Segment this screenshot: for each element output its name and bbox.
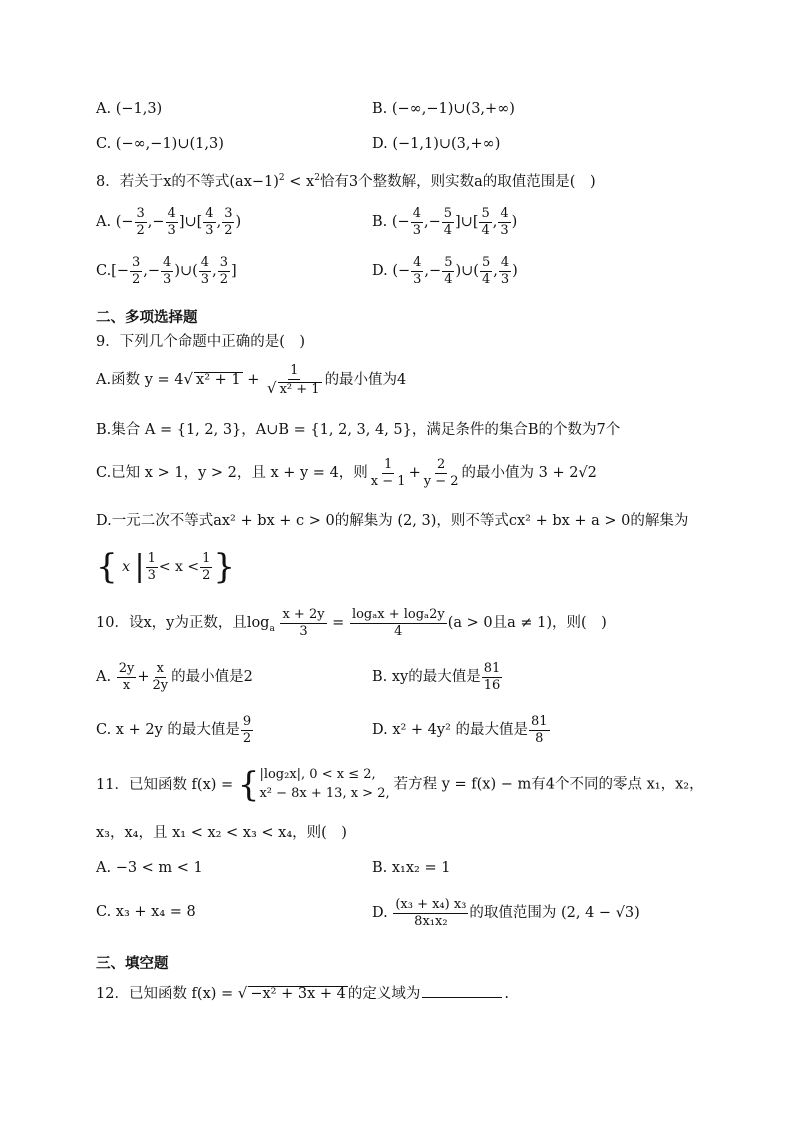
fraction: $\frac{1}{3}$ xyxy=(147,550,156,583)
fraction: $\frac{3}{2}$ xyxy=(219,255,228,287)
q9-option-c[interactable]: C.已知 x > 1，y > 2，且 x + y = 4，则 $\frac{1}{x - 1}$ + $\frac{2}{y - 2}$ 的最小值为 3 + 2√2 xyxy=(96,457,597,489)
fraction: $\frac{4}{3}$ xyxy=(163,255,172,287)
fraction: $\frac{x}{2y}$ xyxy=(152,661,169,693)
q8-option-c[interactable]: C.[− $\frac{3}{2}$ ,− $\frac{4}{3}$ )∪( $\frac{4}{3}$ , $\frac{3}{2}$ ] xyxy=(96,255,237,287)
q10-option-b[interactable] xyxy=(372,662,503,692)
q10-option-d[interactable] xyxy=(372,715,551,745)
option-text: A. (− xyxy=(96,214,134,231)
q8-option-d[interactable]: D. (− $\frac{4}{3}$ ,− $\frac{5}{4}$ )∪( $\frac{5}{4}$ , $\frac{4}{3}$ ) xyxy=(372,255,518,287)
fraction: $\frac{81}{16}$ xyxy=(483,661,501,693)
q7-option-b[interactable]: B. (−∞,−1)∪(3,+∞) xyxy=(372,101,515,117)
option-text: ]∪[ xyxy=(178,214,203,231)
q8-stem-part: < x xyxy=(284,173,315,190)
q9-option-a[interactable]: A.函数 y = 4√ x² + 1 + $\frac{1}{\text{√ x² + 1}}$ 的最小值为4 xyxy=(96,363,407,397)
fraction: $\frac{4}{3}$ xyxy=(500,206,509,238)
q8-option-b[interactable]: B. (− $\frac{4}{3}$ ,− $\frac{5}{4}$ ]∪[ $\frac{5}{4}$ , $\frac{4}{3}$ ) xyxy=(372,206,518,238)
q8-stem: 8．若关于x的不等式$(ax-1)^2 < x^2$恰有3个整数解，则实数a的取值范围是( ) xyxy=(96,173,596,190)
fraction: $\frac{3}{2}$ xyxy=(132,255,141,287)
fraction: $\frac{\text{logₐx + logₐ2y}}{4}$ xyxy=(351,607,445,639)
fraction: $\frac{4}{3}$ xyxy=(200,255,210,287)
fraction: $\frac{4}{3}$ xyxy=(205,206,214,238)
fraction: $\frac{5}{4}$ xyxy=(481,206,490,238)
fraction: $\frac{4}{3}$ xyxy=(500,255,510,287)
fraction: $\frac{x + 2y}{3}$ xyxy=(282,607,325,639)
q8-stem-part: 8．若关于x的不等式(ax−1) xyxy=(96,173,279,190)
option-text: ) xyxy=(235,214,242,231)
option-text: D. (− xyxy=(372,263,411,280)
fraction: $\frac{4}{3}$ xyxy=(167,206,176,238)
option-text: )∪( xyxy=(455,263,479,280)
fraction: $\frac{2y}{x}$ xyxy=(118,661,135,693)
fraction: $\frac{1}{2}$ xyxy=(202,550,211,583)
option-text: B. xy的最大值是 xyxy=(372,669,481,686)
option-text: ]∪[ xyxy=(455,214,479,231)
q10-option-a[interactable]: A. $\frac{2y}{x}$ + $\frac{x}{2y}$ 的最小值是2 xyxy=(96,661,253,693)
fraction: $\frac{5}{4}$ xyxy=(481,255,491,287)
option-text: A.函数 y = 4 xyxy=(96,372,184,389)
fraction: $\frac{3}{2}$ xyxy=(224,206,233,238)
q10-stem: 10．设x，y为正数，且$\log_a$ $\frac{x + 2y}{3}$ = $\frac{\text{logₐx + logₐ2y}}{4}$ (a > 0且a ≠ 1)，则( ) xyxy=(96,607,607,639)
fraction: $\frac{5}{4}$ xyxy=(444,255,453,287)
q7-option-d[interactable]: D. (−1,1)∪(3,+∞) xyxy=(372,136,501,152)
answer-blank[interactable] xyxy=(422,985,502,998)
fraction: $\frac{9}{2}$ xyxy=(242,714,252,746)
option-text: ) xyxy=(511,214,518,231)
option-text: ] xyxy=(230,263,237,280)
q9-option-b[interactable]: B.集合 A = {1, 2, 3}，A∪B = {1, 2, 3, 4, 5}，满足条件的集合B的个数为7个 xyxy=(96,422,621,438)
q11-option-d[interactable]: D. $\frac{\text{(x₃ + x₄) x₃}}{\text{8x₁x₂}}$ 的取值范围为 (2, 4 − √3) xyxy=(372,897,640,929)
option-text: 的取值范围为 (2, 4 − √3) xyxy=(469,905,640,922)
q9-option-d[interactable]: D.一元二次不等式ax² + bx + c > 0的解集为 (2, 3)，则不等式cx² + bx + a > 0的解集为 xyxy=(96,513,689,529)
option-text: B. (− xyxy=(372,214,410,231)
fraction: $\frac{4}{3}$ xyxy=(413,255,422,287)
option-text: C.[− xyxy=(96,263,129,280)
option-text: 的最小值为 3 + 2√2 xyxy=(461,465,597,482)
q12-stem: 12．已知函数 f(x) = √ −x² + 3x + 4 的定义域为 . xyxy=(96,984,509,1002)
q11-option-b[interactable]: B. x₁x₂ = 1 xyxy=(372,860,451,876)
radicand: −x² + 3x + 4 xyxy=(250,986,346,1002)
fraction: $\frac{5}{4}$ xyxy=(443,206,453,238)
q9-stem: 9．下列几个命题中正确的是( ) xyxy=(96,334,306,350)
q8-stem-part: 恰有3个整数解，则实数a的取值范围是( ) xyxy=(319,173,596,190)
section-heading-fill-in: 三、填空题 xyxy=(96,956,169,972)
q11-option-c[interactable]: C. x₃ + x₄ = 8 xyxy=(96,904,196,920)
q11-stem-line2: x₃，x₄，且 x₁ < x₂ < x₃ < x₄，则( ) xyxy=(96,825,347,841)
fraction: $\frac{81}{8}$ xyxy=(531,714,548,746)
fraction: $\frac{3}{2}$ xyxy=(136,206,145,238)
q8-option-a[interactable]: A. (− $\frac{3}{2}$ ,− $\frac{4}{3}$ ]∪[ $\frac{4}{3}$ , $\frac{3}{2}$ ) xyxy=(96,206,242,238)
option-text: ) xyxy=(512,263,518,280)
section-heading-multiple-choice: 二、多项选择题 xyxy=(96,310,198,326)
q11-option-a[interactable]: A. −3 < m < 1 xyxy=(96,860,203,876)
option-text: C. x + 2y 的最大值是 xyxy=(96,722,240,739)
fraction: $\frac{\text{(x₃ + x₄) x₃}}{\text{8x₁x₂}}$ xyxy=(395,897,467,929)
fraction: $\frac{4}{3}$ xyxy=(412,206,421,238)
option-text: )∪( xyxy=(174,263,198,280)
option-text: C.已知 x > 1，y > 2，且 x + y = 4，则 xyxy=(96,465,368,482)
q10-option-c[interactable] xyxy=(96,715,254,745)
option-text: 的最小值为4 xyxy=(324,372,407,389)
fraction: $\frac{1}{x - 1}$ xyxy=(370,457,406,489)
fraction: $\frac{1}{\text{√ x² + 1}}$ xyxy=(267,363,320,397)
option-text: 的最小值是2 xyxy=(171,669,253,686)
radicand: x² + 1 xyxy=(196,372,241,389)
q7-option-c[interactable]: C. (−∞,−1)∪(1,3) xyxy=(96,136,224,152)
option-text: D. x² + 4y² 的最大值是 xyxy=(372,722,529,739)
fraction: $\frac{2}{y - 2}$ xyxy=(423,457,459,489)
q11-stem: 11．已知函数 f(x) = { |log₂x|, 0 < x ≤ 2, x² − 8x + 13, x > 2, 若方程 y = f(x) − m有4个不同的零点 x₁，x₂， xyxy=(96,764,704,805)
q7-option-a[interactable]: A. (−1,3) xyxy=(96,101,163,117)
q9-option-d-set: { x | $\frac{1}{3}$ < x < $\frac{1}{2}$ } xyxy=(96,547,236,587)
